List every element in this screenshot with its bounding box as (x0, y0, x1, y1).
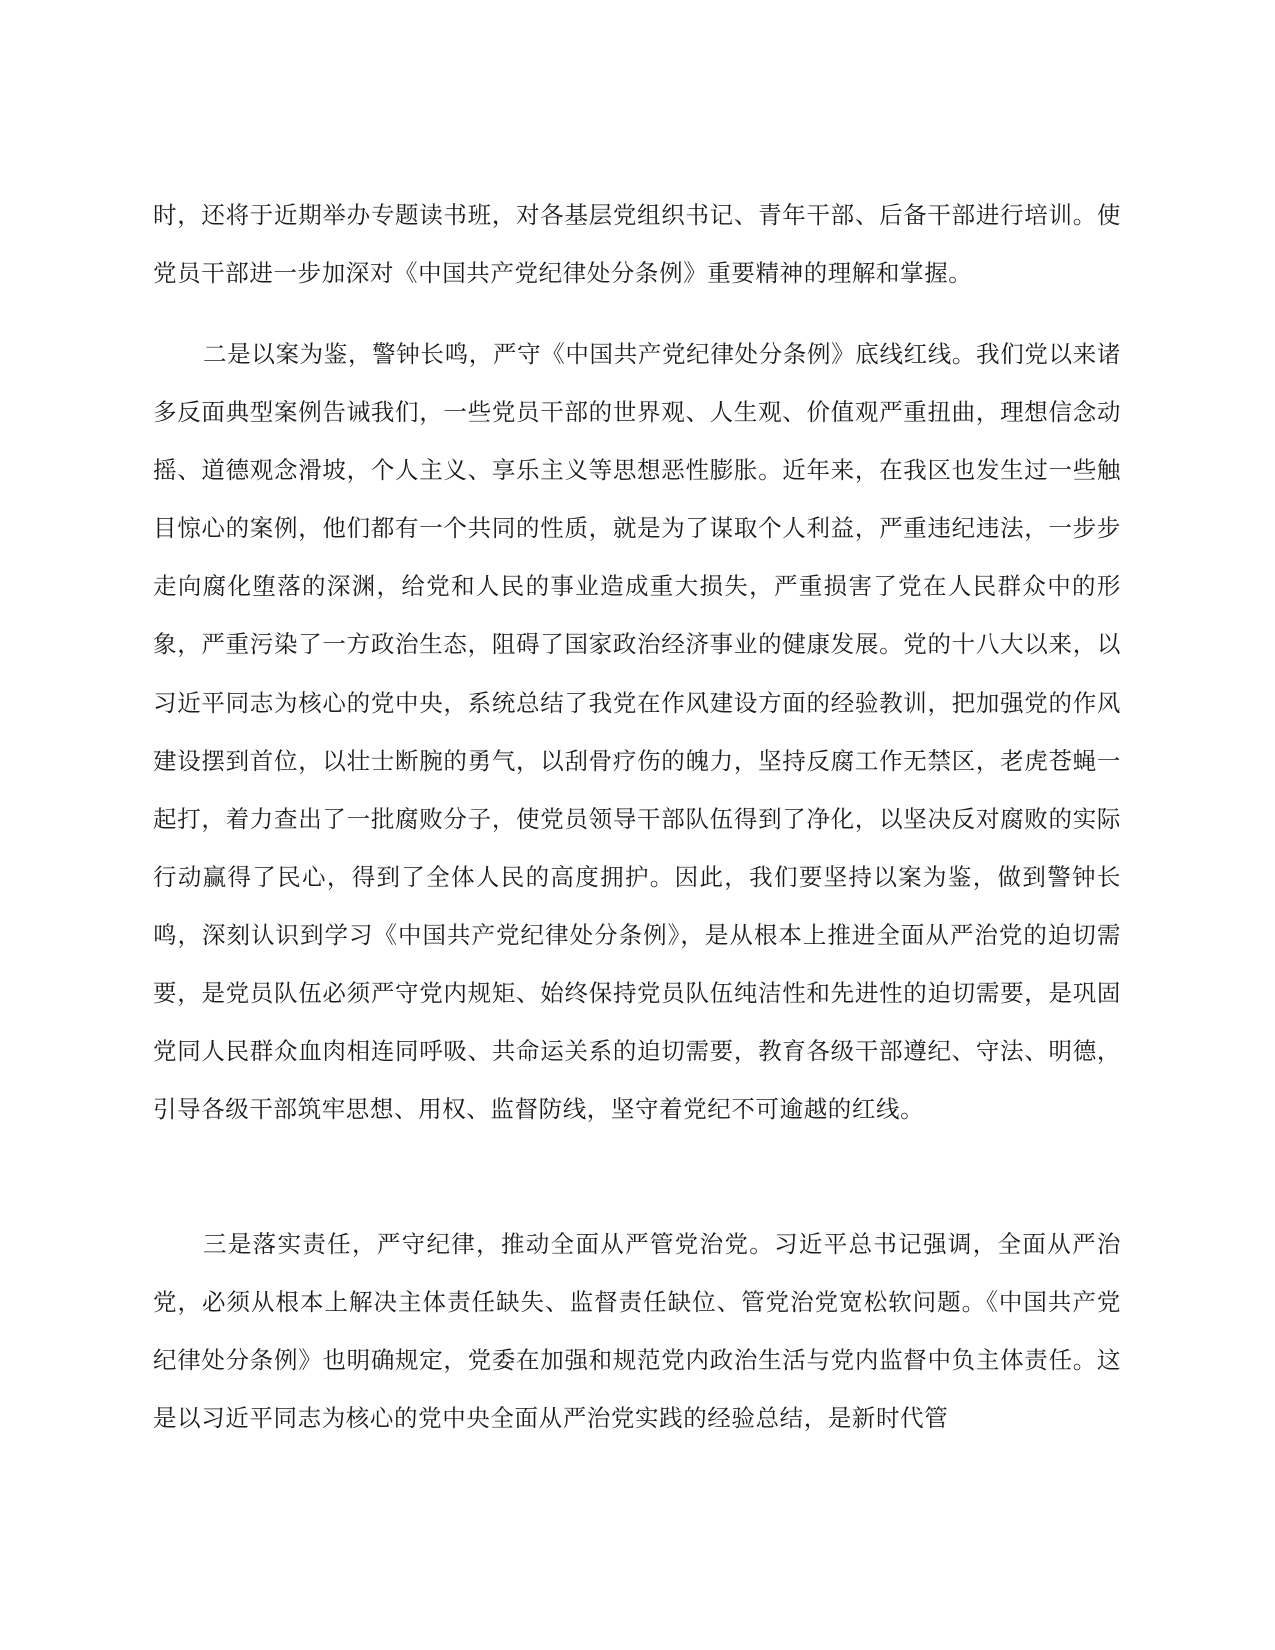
paragraph-continued: 时，还将于近期举办专题读书班，对各基层党组织书记、青年干部、后备干部进行培训。使党员干部进一步加深对《中国共产党纪律处分条例》重要精神的理解和掌握。 (153, 201, 1121, 288)
paragraph-responsibility: 三是落实责任，严守纪律，推动全面从严管党治党。习近平总书记强调，全面从严治党，必须从根本上解决主体责任缺失、监督责任缺位、管党治党宽松软问题。《中国共产党纪律处分条例》也明确规定，党委在加强和规范党内政治生活与党内监督中负主体责任。这是以习近平同志为核心的党中央全面从严治党实践的经验总结，是新时代管 (153, 1230, 1121, 1433)
paragraph-case-lessons: 二是以案为鉴，警钟长鸣，严守《中国共产党纪律处分条例》底线红线。我们党以来诸多反面典型案例告诫我们，一些党员干部的世界观、人生观、价值观严重扭曲，理想信念动摇、道德观念滑坡，个人主义、享乐主义等思想恶性膨胀。近年来，在我区也发生过一些触目惊心的案例，他们都有一个共同的性质，就是为了谋取个人利益，严重违纪违法，一步步走向腐化堕落的深渊，给党和人民的事业造成重大损失，严重损害了党在人民群众中的形象，严重污染了一方政治生态，阻碍了国家政治经济事业的健康发展。党的十八大以来，以习近平同志为核心的党中央，系统总结了我党在作风建设方面的经验教训，把加强党的作风建设摆到首位，以壮士断腕的勇气，以刮骨疗伤的魄力，坚持反腐工作无禁区，老虎苍蝇一起打，着力查出了一批腐败分子，使党员领导干部队伍得到了净化，以坚决反对腐败的实际行动赢得了民心，得到了全体人民的高度拥护。因此，我们要坚持以案为鉴，做到警钟长鸣，深刻认识到学习《中国共产党纪律处分条例》，是从根本上推进全面从严治党的迫切需要，是党员队伍必须严守党内规矩、始终保持党员队伍纯洁性和先进性的迫切需要，是巩固党同人民群众血肉相连同呼吸、共命运关系的迫切需要，教育各级干部遵纪、守法、明德，引导各级干部筑牢思想、用权、监督防线，坚守着党纪不可逾越的红线。 (153, 340, 1121, 1124)
